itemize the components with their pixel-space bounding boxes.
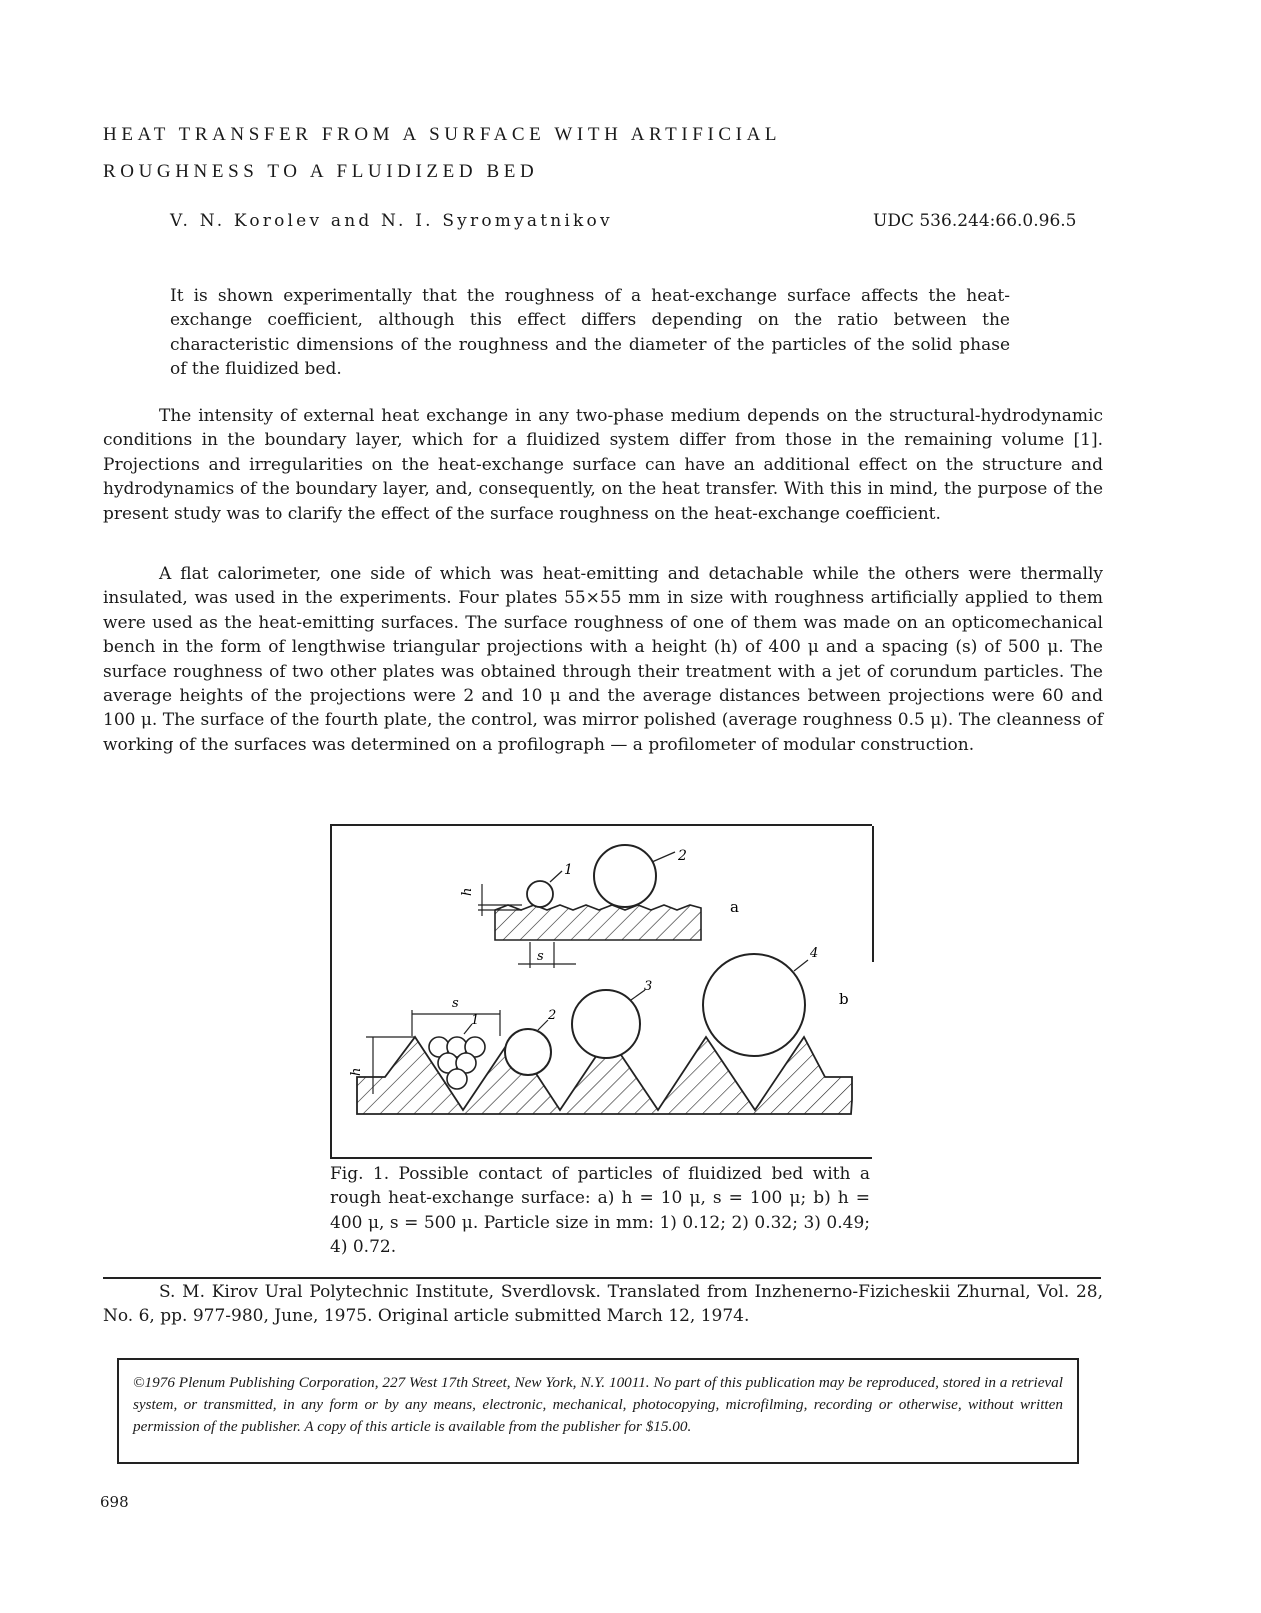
small-particle (447, 1069, 467, 1089)
leader-2-b (538, 1020, 548, 1030)
figure-caption: Fig. 1. Possible contact of particles of fluidized bed with a rough heat-exchange surface: a) h = 10 μ, s = 100 μ; b) h = 400 μ, s = 500 μ. Particle size in mm: 1) 0.12; 2) 0.32; 3) 0.49; 4) 0.72. (330, 1164, 870, 1258)
label-panel-b: b (839, 990, 849, 1008)
label-s-a: s (537, 949, 544, 964)
title-line-2: ROUGHNESS TO A FLUIDIZED BED (103, 161, 539, 182)
page-number: 698 (100, 1493, 129, 1511)
label-particle-2-b: 2 (548, 1008, 557, 1023)
figure-diagram (330, 824, 872, 1159)
label-particle-1-a: 1 (564, 862, 573, 878)
title-line-1: HEAT TRANSFER FROM A SURFACE WITH ARTIFICIAL (103, 124, 782, 145)
affiliation: S. M. Kirov Ural Polytechnic Institute, Sverdlovsk. Translated from Inzhenerno-Fizicheskii Zhurnal, Vol. 28, No. 6, pp. 977-980, June, 1975. Original article submitted March 12, 1974. (103, 1282, 1103, 1327)
label-s-b: s (452, 996, 459, 1011)
udc-code: UDC 536.244:66.0.96.5 (873, 211, 1077, 231)
paragraph-1: The intensity of external heat exchange in any two-phase medium depends on the structural-hydrodynamic conditions in the boundary layer, which for a fluidized system differ from those in the remaining volume [1]. Projections and irregularities on the heat-exchange surface can have an additional effect on the structure and hydrodynamics of the boundary layer, and, consequently, on the heat transfer. With this in mind, the purpose of the present study was to clarify the effect of the surface roughness on the heat-exchange coefficient. (103, 406, 1103, 524)
label-panel-a: a (730, 898, 739, 916)
copyright-notice: ©1976 Plenum Publishing Corporation, 227 West 17th Street, New York, N.Y. 10011. No part of this publication may be reproduced, stored in a retrieval system, or transmitted, in any form or by any means, electronic, mechanical, photocopying, microfilming, recording or otherwise, without written permission of the publisher. A copy of this article is available from the publisher for $15.00. (117, 1358, 1079, 1464)
particle-1-a (527, 881, 553, 907)
rough-plate-a (495, 905, 701, 940)
label-h-a: h (460, 887, 475, 896)
abstract: It is shown experimentally that the roughness of a heat-exchange surface affects the heat-exchange coefficient, although this effect differs depending on the ratio between the characteristic dimensions of the roughness and the diameter of the particles of the solid phase of the fluidized bed. (170, 286, 1010, 380)
panel-b-sketch (349, 946, 852, 1114)
label-particle-3-b: 3 (644, 979, 653, 994)
label-particle-4-b: 4 (810, 946, 819, 961)
label-particle-2-a: 2 (678, 848, 687, 864)
footnote-rule (103, 1277, 1101, 1279)
label-h-b: h (349, 1067, 364, 1076)
particle-3-b (572, 990, 640, 1058)
particle-2-a (594, 845, 656, 907)
panel-a-sketch (460, 845, 739, 968)
leader-2-a (652, 852, 675, 862)
authors: V. N. Korolev and N. I. Syromyatnikov (170, 211, 613, 231)
leader-3-b (631, 990, 645, 1000)
particle-2-b (505, 1029, 551, 1075)
leader-4-b (794, 960, 808, 971)
label-particle-1-b: 1 (471, 1013, 480, 1028)
paragraph-2: A flat calorimeter, one side of which was heat-emitting and detachable while the others were thermally insulated, was used in the experiments. Four plates 55×55 mm in size with roughness artificially applied to them were used as the heat-emitting surfaces. The surface roughness of one of them was made on an opticomechanical bench in the form of lengthwise triangular projections with a height (h) of 400 μ and a spacing (s) of 500 μ. The surface roughness of two other plates was obtained through their treatment with a jet of corundum particles. The average heights of the projections were 2 and 10 μ and the average distances between projections were 60 and 100 μ. The surface of the fourth plate, the control, was mirror polished (average roughness 0.5 μ). The cleanness of working of the surfaces was determined on a profilograph — a profilometer of modular construction. (103, 564, 1103, 755)
leader-1-a (550, 871, 562, 882)
particle-4-b (703, 954, 805, 1056)
